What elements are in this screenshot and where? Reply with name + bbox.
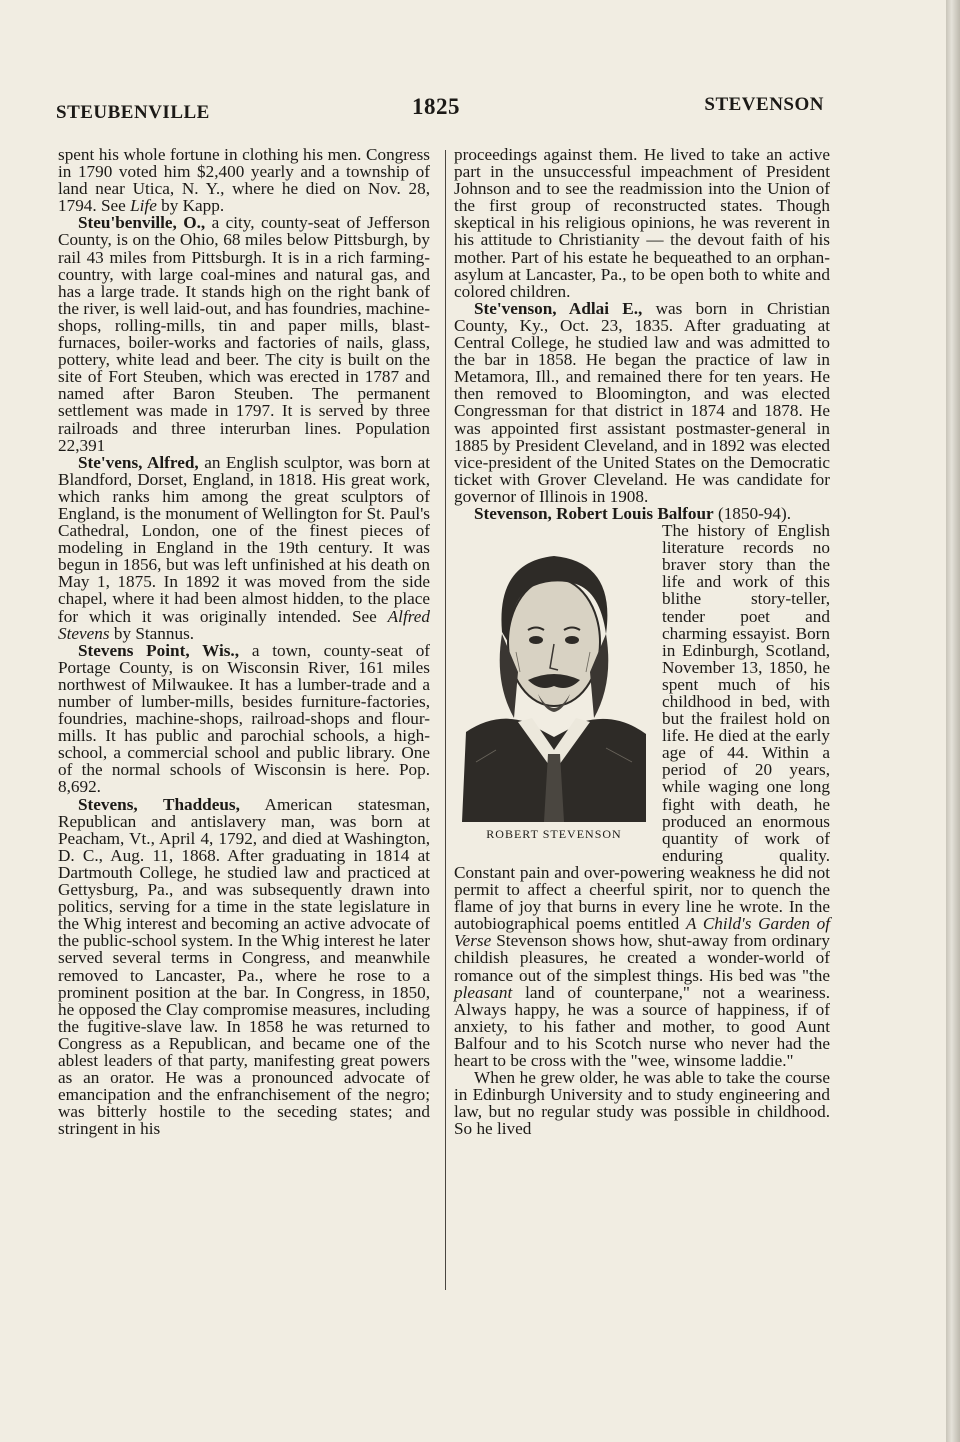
entry-title: Stevens Point, Wis., [78,640,240,660]
right-column [454,146,830,1137]
entry-stevenson-robert-title [454,505,830,522]
entry-text: a city, county-seat of Jefferson County, is on the Ohio, 68 miles below Pittsburgh, by rail 43 miles from Pittsburgh. It is in a rich farming-country, with large coal-mines and natural gas, and has a large trade. It stands high on the right bank of the river, is well laid-out, and has foundries, machine-shops, rolling-mills, tin and paper mills, blast-furnaces, boiler-works and factories of nails, glass, pottery, white lead and beer. The city is built on the site of Fort Steuben, which was erected in 1787 and named after Baron Steuben. The permanent settlement was made in 1797. It is served by three railroads and three interurban lines. Population 22,391 [58,213,430,455]
entry-steubenville [58,214,430,453]
entry-text: by Stannus. [109,623,195,643]
portrait-illustration [456,522,652,822]
column-divider [445,150,446,1290]
entry-text: The history of English literature records no braver story than the life and work of this blithe story-teller, tender poet and charming essayist. Born in Edinburgh, Scotland, November 13, 1850, he spent much of his childhood in bed, with but the frailest hold on life. He died at the early age of 44. Within a period of 20 years, while waging one long fight with death, he produced an enormous quantity of work of enduring quality. Constant pain and over-powering weakness he did not permit to affect a cheerful spirit, nor to quench the flame of joy that burns in every line he wrote. In the autobiographical poems entitled [454,521,830,934]
entry-text: Stevenson shows how, shut-away from ordinary childish pleasures, he created a wonder-world of romance out of the simplest things. His bed was "the [454,931,830,985]
entry-text: spent his whole fortune in clothing his men. Congress in 1790 voted him $2,400 yearly and a township of land near Utica, N. Y., where he died on Nov. 28, 1794. See [58,145,430,216]
entry-text: American statesman, Republican and antislavery man, was born at Peacham, Vt., April 4, 1792, and died at Washington, D. C., Aug. 11, 1868. After graduating in 1814 at Dartmouth College, he studied law and practiced at Gettysburg, Pa., and was subsequently drawn into politics, serving for a time in the state legislature in the Whig interest and becoming an active advocate of the public-school system. In the Whig interest he later served several terms in Congress, and meanwhile removed to Lancaster, Pa., where he rose to a prominent position at the bar. In Congress, in 1850, he opposed the Clay compromise measures, including the fugitive-slave law. In 1858 he was returned to Congress as a Republican, and became one of the ablest leaders of that party, manifesting great powers as an orator. He was a pronounced advocate of emancipation and the enfranchisement of the negro; was bitterly hostile to the seceding states; and stringent in his [58,794,430,1139]
entry-italic: Life [130,196,157,216]
entry-continuation: proceedings against them. He lived to take an active part in the unsuccessful impeachment of President Johnson and to see the readmission into the Union of the first group of reconstructed states. Though skeptical in his religious opinions, he was reverent in his attitude to Christianity — the devout faith of his mother. Part of his estate he bequeathed to an orphan-asylum at Lancaster, Pa., to be open both to white and colored children. [454,145,830,301]
entry-stevenson-robert-continued: When he grew older, he was able to take the course in Edinburgh University and to study engineering and law, but no regular study was possible in childhood. So he lived [454,1068,830,1139]
entry-text: a town, county-seat of Portage County, is on Wisconsin River, 161 miles northwest of Milwaukee. It has a lumber-trade and a number of lumber-mills, besides furniture-factories, foundries, machine-shops, railroad-shops and flour-mills. It has public and parochial schools, a high-school, a commercial school and public library. One of the normal schools of Wisconsin is here. Pop. 8,692. [58,640,431,797]
entry-title: Stevens, Thaddeus, [78,794,240,814]
running-head-right: STEVENSON [704,94,824,115]
entry-stevens-point [58,642,430,796]
entry-continuation [58,146,430,214]
running-head-left: STEUBENVILLE [56,102,210,123]
entry-title: Ste'venson, Adlai E., [474,298,643,318]
entry-title: Ste'vens, Alfred, [78,452,199,472]
entry-italic: Alfred Stevens [58,606,430,643]
entry-italic: pleasant [454,982,513,1002]
entry-text: was born in Christian County, Ky., Oct. 23, 1835. After graduating at Central College, he studied law and was admitted to the bar in 1858. He began the practice of law in Metamora, Ill., and remained there for ten years. He then removed to Bloomington, and was elected Congressman for that district in 1874 and 1878. He was appointed first assistant postmaster-general in 1885 by President Cleveland, and in 1892 was elected vice-president of the United States on the Democratic ticket with Grover Cleveland. He was candidate for governor of Illinois in 1908. [454,298,830,506]
entry-title: Steu'benville, O., [78,213,206,233]
entry-text: by Kapp. [156,196,225,216]
entry-italic: A Child's Garden of Verse [454,914,831,951]
page-number: 1825 [412,94,460,119]
entry-text: an English sculptor, was born at Blandford, Dorset, England, in 1818. His great work, which ranks him among the great sculptors of England, is the monument of Wellington for St. Paul's Cathedral, London, one of the finest pieces of modeling in England in the 19th century. It was begun in 1856, but was left unfinished at his death on May 1, 1875. In 1892 it was moved from the side chapel, where it had been almost hidden, to the place for which it was originally intended. See [58,452,430,626]
portrait-figure [454,522,654,856]
page-edge-shadow [946,0,960,1442]
entry-stevens-alfred [58,454,430,642]
entry-text: land of counterpane," not a weariness. Always happy, he was a source of happiness, if of anxiety, to his father and mother, to good Aunt Balfour and to his Scotch nurse who never had the heart to be cross with the "wee, winsome laddie." [454,982,830,1070]
portrait-caption: ROBERT STEVENSON [486,827,622,842]
entry-dates: (1850-94). [713,503,792,523]
entry-stevenson-adlai [454,300,830,505]
left-column [58,146,430,1137]
entry-title: Stevenson, Robert Louis Balfour [474,503,714,523]
entry-stevens-thaddeus [58,796,430,1138]
